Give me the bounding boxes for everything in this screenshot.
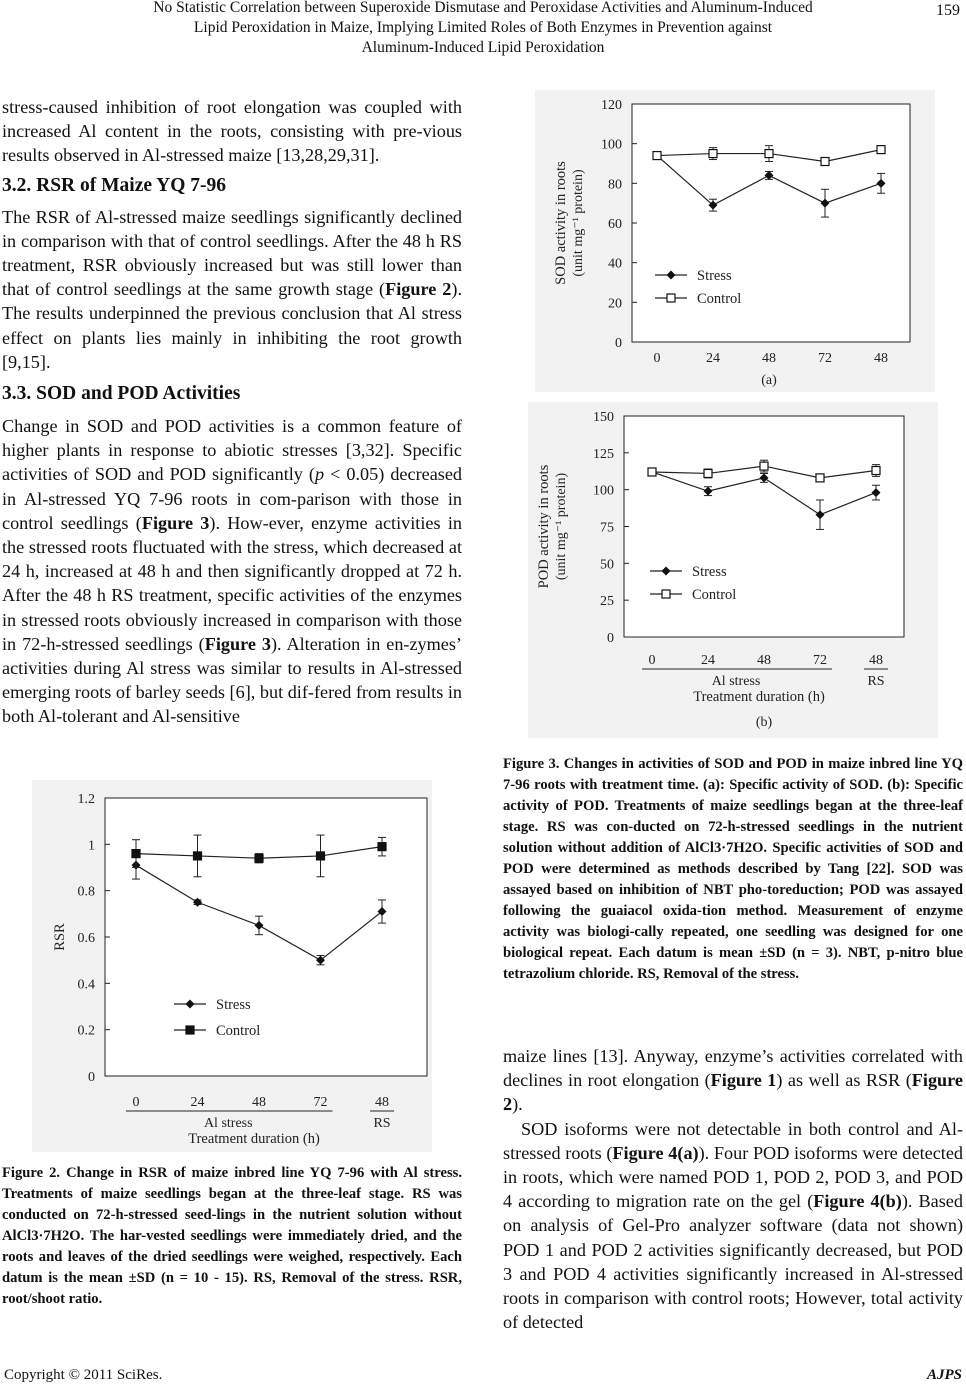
section-heading-3-3: 3.3. SOD and POD Activities: [2, 383, 241, 405]
plot-area: [105, 798, 427, 1076]
data-point-control: [317, 852, 325, 860]
x-tick-label: 24: [706, 351, 720, 366]
data-point-control: [194, 852, 202, 860]
legend-label: Stress: [697, 268, 732, 284]
y-axis-title-units: (unit mg⁻¹ protein): [571, 169, 586, 277]
figure-2-caption: Figure 2. Change in RSR of maize inbred line YQ 7-96 with Al stress. Treatments of maize seedlings began at the three-leaf stage. RS was conducted on 72-h-stressed seed-lings in the nutrient solution without AlCl3·7H2O. The har-vested seedlings were immediately dried, and the roots and leaves of the dried seedlings were weighed, respectively. Each datum is the mean ±SD (n = 10 - 15). RS, Removal of the stress. RSR, root/shoot ratio.: [2, 1165, 462, 1307]
x-tick-label: 48: [375, 1095, 389, 1110]
y-tick-label: 0: [607, 631, 614, 646]
x-axis-title: Treatment duration (h): [693, 689, 825, 705]
section-heading-3-2: 3.2. RSR of Maize YQ 7-96: [2, 174, 227, 196]
legend-label: Control: [692, 587, 737, 603]
x-tick-label: 48: [869, 653, 883, 668]
group-label: Al stress: [203, 1116, 253, 1131]
figure-reference[interactable]: Figure 3: [141, 512, 210, 533]
paragraph-text: The RSR of Al-stressed maize seedlings significantly declined in comparison with that of control seedlings. After the 48 h RS treatment, RSR obviously increased but was still lower than that of control seedlings at the same growth stage (: [2, 206, 462, 300]
page-number: 159: [936, 2, 960, 19]
figure-reference[interactable]: Figure 2: [385, 279, 452, 300]
figure-reference[interactable]: Figure 3: [204, 633, 271, 654]
header-title-line-2: Lipid Peroxidation in Maize, Implying Limited Roles of Both Enzymes in Prevention against: [193, 19, 773, 36]
legend-label: Stress: [216, 997, 251, 1013]
x-tick-label: 72: [313, 1095, 328, 1110]
paragraph-text: stress-caused inhibition of root elongation was coupled with increased Al content in the roots, consisting with pre-vious results observed in Al-stressed maize [13,28,29,31].: [2, 97, 462, 166]
data-point-control: [760, 462, 768, 470]
data-point-control: [816, 474, 824, 482]
group-label: RS: [373, 1116, 391, 1131]
y-tick-label: 20: [608, 296, 622, 312]
y-axis-title: SOD activity in roots: [553, 161, 569, 285]
paragraph-text: ). How-ever, enzyme activities in the stressed roots fluctuated with the stress, which decreased at 24 h, increased at 48 h and then significantly dropped at 72 h. After the 48 h RS treatment, specific activities of the enzymes in stressed roots obviously increased in comparison with those in 72-h-stressed seedlings (: [2, 512, 462, 654]
y-tick-label: 0.2: [77, 1023, 95, 1039]
y-tick-label: 0: [88, 1070, 95, 1085]
figure-3b-pod-chart: [528, 402, 938, 738]
figure-reference[interactable]: Figure 4(b): [813, 1191, 902, 1212]
legend-marker-control: [662, 590, 670, 598]
y-tick-label: 75: [600, 520, 614, 536]
data-point-control: [709, 150, 717, 158]
page-footer: [4, 1367, 962, 1384]
y-tick-label: 0.8: [77, 884, 95, 900]
y-tick-label: 100: [601, 137, 622, 153]
figure-3-caption: Figure 3. Changes in activities of SOD and POD in maize inbred line YQ 7-96 roots with treatment time. (a): Specific activity of SOD. (b): Specific activity of POD. Treatments of maize seedlings began at the three-leaf stage. RS was con-ducted on 72-h-stressed seedlings in the nutrient solution without addition of AlCl3·7H2O. Specific activities of SOD and POD were determined as methods described by Tang [22]. SOD was assayed based on inhibition of NBT pho-toreduction; POD was assayed following the guaiacol oxida-tion method. Measurement of enzyme activity was biologi-cally repeated, one seedling was designed for one biological repeat. Each datum is mean ±SD (n = 3). NBT, p-nitro blue tetrazolium chloride. RS, Removal of the stress.: [503, 756, 963, 982]
figure-reference[interactable]: Figure 1: [710, 1070, 777, 1091]
paragraph: [2, 205, 462, 374]
italic-symbol: p: [315, 464, 325, 485]
paragraph: [503, 1044, 963, 1117]
data-point-control: [877, 146, 885, 154]
figure-3a-sod-chart: [535, 90, 935, 392]
paragraph-text: ).: [512, 1094, 523, 1115]
x-tick-label: 48: [762, 351, 776, 366]
y-axis-title-units: (unit mg⁻¹ protein): [554, 472, 569, 581]
y-tick-label: 40: [608, 256, 622, 272]
paragraph: [2, 414, 462, 729]
plot-area: [632, 104, 910, 342]
x-tick-label: 0: [132, 1095, 140, 1110]
y-tick-label: 100: [593, 483, 614, 499]
y-tick-label: 50: [600, 557, 614, 573]
x-tick-label: 48: [252, 1095, 266, 1110]
y-tick-label: 0.4: [77, 977, 95, 993]
paragraph-text: maize lines [13]. Anyway, enzyme’s activities correlated with declines in root elongation (: [503, 1046, 963, 1091]
y-tick-label: 0.6: [77, 931, 95, 946]
y-tick-label: 150: [593, 410, 614, 425]
x-axis-title: Treatment duration (h): [188, 1131, 320, 1147]
data-point-control: [132, 850, 140, 858]
y-axis-title: POD activity in roots: [536, 464, 552, 589]
x-tick-label: 48: [757, 653, 771, 668]
y-tick-label: 125: [593, 446, 614, 462]
paragraph: [503, 1117, 963, 1335]
group-label: Al stress: [711, 674, 761, 689]
paragraph: [2, 95, 462, 168]
x-tick-label: 24: [701, 653, 715, 668]
legend-marker-control: [667, 294, 675, 302]
legend-label: Control: [697, 291, 742, 307]
y-tick-label: 120: [601, 98, 622, 113]
y-tick-label: 0: [615, 336, 622, 351]
x-tick-label: 48: [874, 351, 888, 366]
paragraph-text: ). The results underpinned the previous conclusion that Al stress effect on plants lies mainly in inhibiting the root growth [9,15].: [2, 279, 462, 372]
y-tick-label: 1.2: [77, 792, 95, 807]
paragraph-text: ). Alteration in en-zymes’ activities during Al stress was similar to results in Al-stressed emerging roots of barley seeds [6], but dif-fered from results in both Al-tolerant and Al-sensitive: [2, 633, 462, 727]
group-label: RS: [867, 674, 885, 689]
panel-label: (a): [761, 373, 777, 388]
x-tick-label: 0: [653, 351, 661, 366]
data-point-control: [765, 150, 773, 158]
journal-name: AJPS: [926, 1367, 962, 1383]
data-point-control: [821, 158, 829, 166]
figure-2-rsr-chart: [32, 780, 432, 1152]
data-point-control: [648, 468, 656, 476]
paragraph-text: < 0.05) decreased in Al-stressed YQ 7-96 roots in com-parison with those in control seedlings (: [2, 464, 463, 533]
paragraph-text: Change in SOD and POD activities is a common feature of higher plants in response to abiotic stresses [3,32]. Specific activities of SOD and POD significantly (: [2, 416, 462, 485]
x-tick-label: 72: [813, 653, 827, 668]
right-column-text: [503, 1044, 963, 1334]
legend-label: Stress: [692, 564, 727, 580]
y-tick-label: 80: [608, 177, 622, 193]
y-tick-label: 1: [88, 838, 95, 854]
legend-label: Control: [216, 1023, 261, 1039]
x-tick-label: 72: [818, 351, 832, 366]
figure-reference[interactable]: Figure 4(a): [612, 1142, 699, 1163]
paragraph-text: SOD isoforms were not detectable in both control and Al-stressed roots (: [503, 1118, 963, 1163]
legend-marker-control: [186, 1026, 194, 1034]
paragraph-text: ) as well as RSR (: [776, 1070, 912, 1091]
plot-area: [624, 416, 904, 637]
x-tick-label: 24: [190, 1095, 205, 1110]
y-axis-title: RSR: [52, 923, 68, 951]
data-point-control: [255, 854, 263, 862]
panel-label: (b): [755, 715, 773, 730]
y-tick-label: 25: [600, 594, 614, 610]
left-column-text: [2, 95, 462, 729]
data-point-control: [378, 843, 386, 851]
y-tick-label: 60: [608, 217, 622, 232]
copyright: Copyright © 2011 SciRes.: [4, 1367, 163, 1383]
header-title-line-1: No Statistic Correlation between Superoxide Dismutase and Peroxidase Activities and Aluminum-Induced: [153, 0, 813, 16]
figure-reference[interactable]: Figure 2: [503, 1070, 963, 1115]
header-title-line-3: Aluminum-Induced Lipid Peroxidation: [361, 39, 605, 56]
x-tick-label: 0: [648, 653, 656, 668]
paragraph-text: ). Based on analysis of Gel-Pro analyzer software (data not shown) POD 1 and POD 2 activities significantly decreased, but POD 3 and POD 4 activities significantly increased in Al-stressed roots in comparison with control roots; However, total activity of detected: [503, 1191, 963, 1333]
paragraph-text: ). Four POD isoforms were detected in roots, which were named POD 1, POD 2, POD 3, and POD 4 according to migration rate on the gel (: [503, 1142, 963, 1212]
data-point-control: [872, 467, 880, 475]
data-point-control: [653, 152, 661, 160]
data-point-control: [704, 469, 712, 477]
